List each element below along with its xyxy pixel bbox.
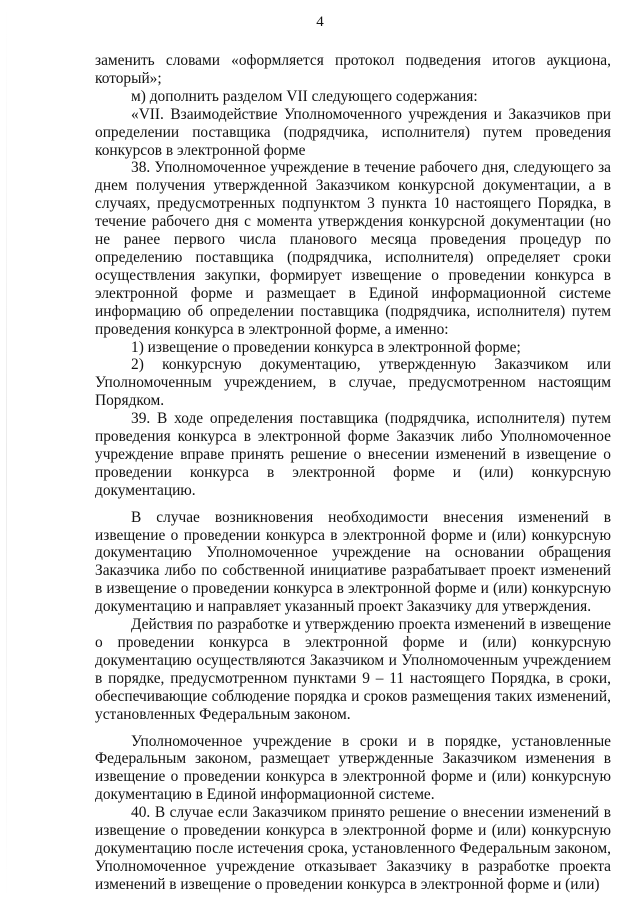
paragraph-39-publication: Уполномоченное учреждение в сроки и в порядке, установленные Федеральным законом, размещает утвержденные Заказчиком изменения в извещение о проведении конкурса в электронной форме и (или) конкурсную документацию в Единой информационной системе. <box>95 732 611 804</box>
paragraph-38: 38. Уполномоченное учреждение в течение рабочего дня, следующего за днем получения утвержденной Заказчиком конкурсной документации, а в случаях, предусмотренных подпунктом 3 пункта 10 настоящего Порядка, в течение рабочего дня с момента утверждения конкурсной документации (но не ранее первого числа планового месяца проведения процедур по определению поставщика (подрядчика, исполнителя) определяет сроки осуществления закупки, формирует извещение о проведении конкурса в электронной форме и размещает в Единой информационной системе информацию об определении поставщика (подрядчика, исполнителя) путем проведения конкурса в электронной форме, а именно: <box>95 159 611 338</box>
paragraph-add-section: м) дополнить разделом VII следующего содержания: <box>131 87 478 105</box>
paragraph-replace-words: заменить словами «оформляется протокол подведения итогов аукциона, который»; <box>95 52 611 87</box>
page-number: 4 <box>316 14 324 30</box>
paragraph-40: 40. В случае если Заказчиком принято решение о внесении изменений в извещение о проведении конкурса в электронной форме и (или) конкурсную документацию после истечения срока, установленного Федеральным законом, Уполномоченное учреждение отказывает Заказчику в разработке проекта изменений в извещение о проведении конкурса в электронной форме и (или) <box>95 804 611 893</box>
scan-edge-shadow <box>6 0 7 905</box>
paragraph-39-changes-actions: Действия по разработке и утверждению проекта изменений в извещение о проведении конкурса в электронной форме и (или) конкурсную документацию осуществляются Заказчиком и Уполномоченным учреждением в порядке, предусмотренном пунктами 9 – 11 настоящего Порядка, в сроки, обеспечивающие соблюдение порядка и сроков размещения таких изменений, установленных Федеральным законом. <box>95 616 611 723</box>
paragraph-39-changes-need: В случае возникновения необходимости внесения изменений в извещение о проведении конкурса в электронной форме и (или) конкурсную документацию Уполномоченное учреждение на основании обращения Заказчика либо по собственной инициативе разрабатывает проект изменений в извещение о проведении конкурса в электронной форме и (или) конкурсную документацию и направляет указанный проект Заказчику для утверждения. <box>95 508 611 616</box>
paragraph-39: 39. В ходе определения поставщика (подрядчика, исполнителя) путем проведения конкурса в электронной форме Заказчик либо Уполномоченное учреждение вправе принять решение о внесении изменений в извещение о проведении конкурса в электронной форме и (или) конкурсную документацию. <box>95 410 611 499</box>
section-heading-vii: «VII. Взаимодействие Уполномоченного учреждения и Заказчиков при определении поставщика (подрядчика, исполнителя) путем проведения конкурсов в электронной форме <box>95 105 611 159</box>
list-item-2: 2) конкурсную документацию, утвержденную Заказчиком или Уполномоченным учреждением, в случае, предусмотренном настоящим Порядком. <box>95 356 611 410</box>
document-body <box>95 52 611 894</box>
list-item-1: 1) извещение о проведении конкурса в электронной форме; <box>131 338 521 356</box>
